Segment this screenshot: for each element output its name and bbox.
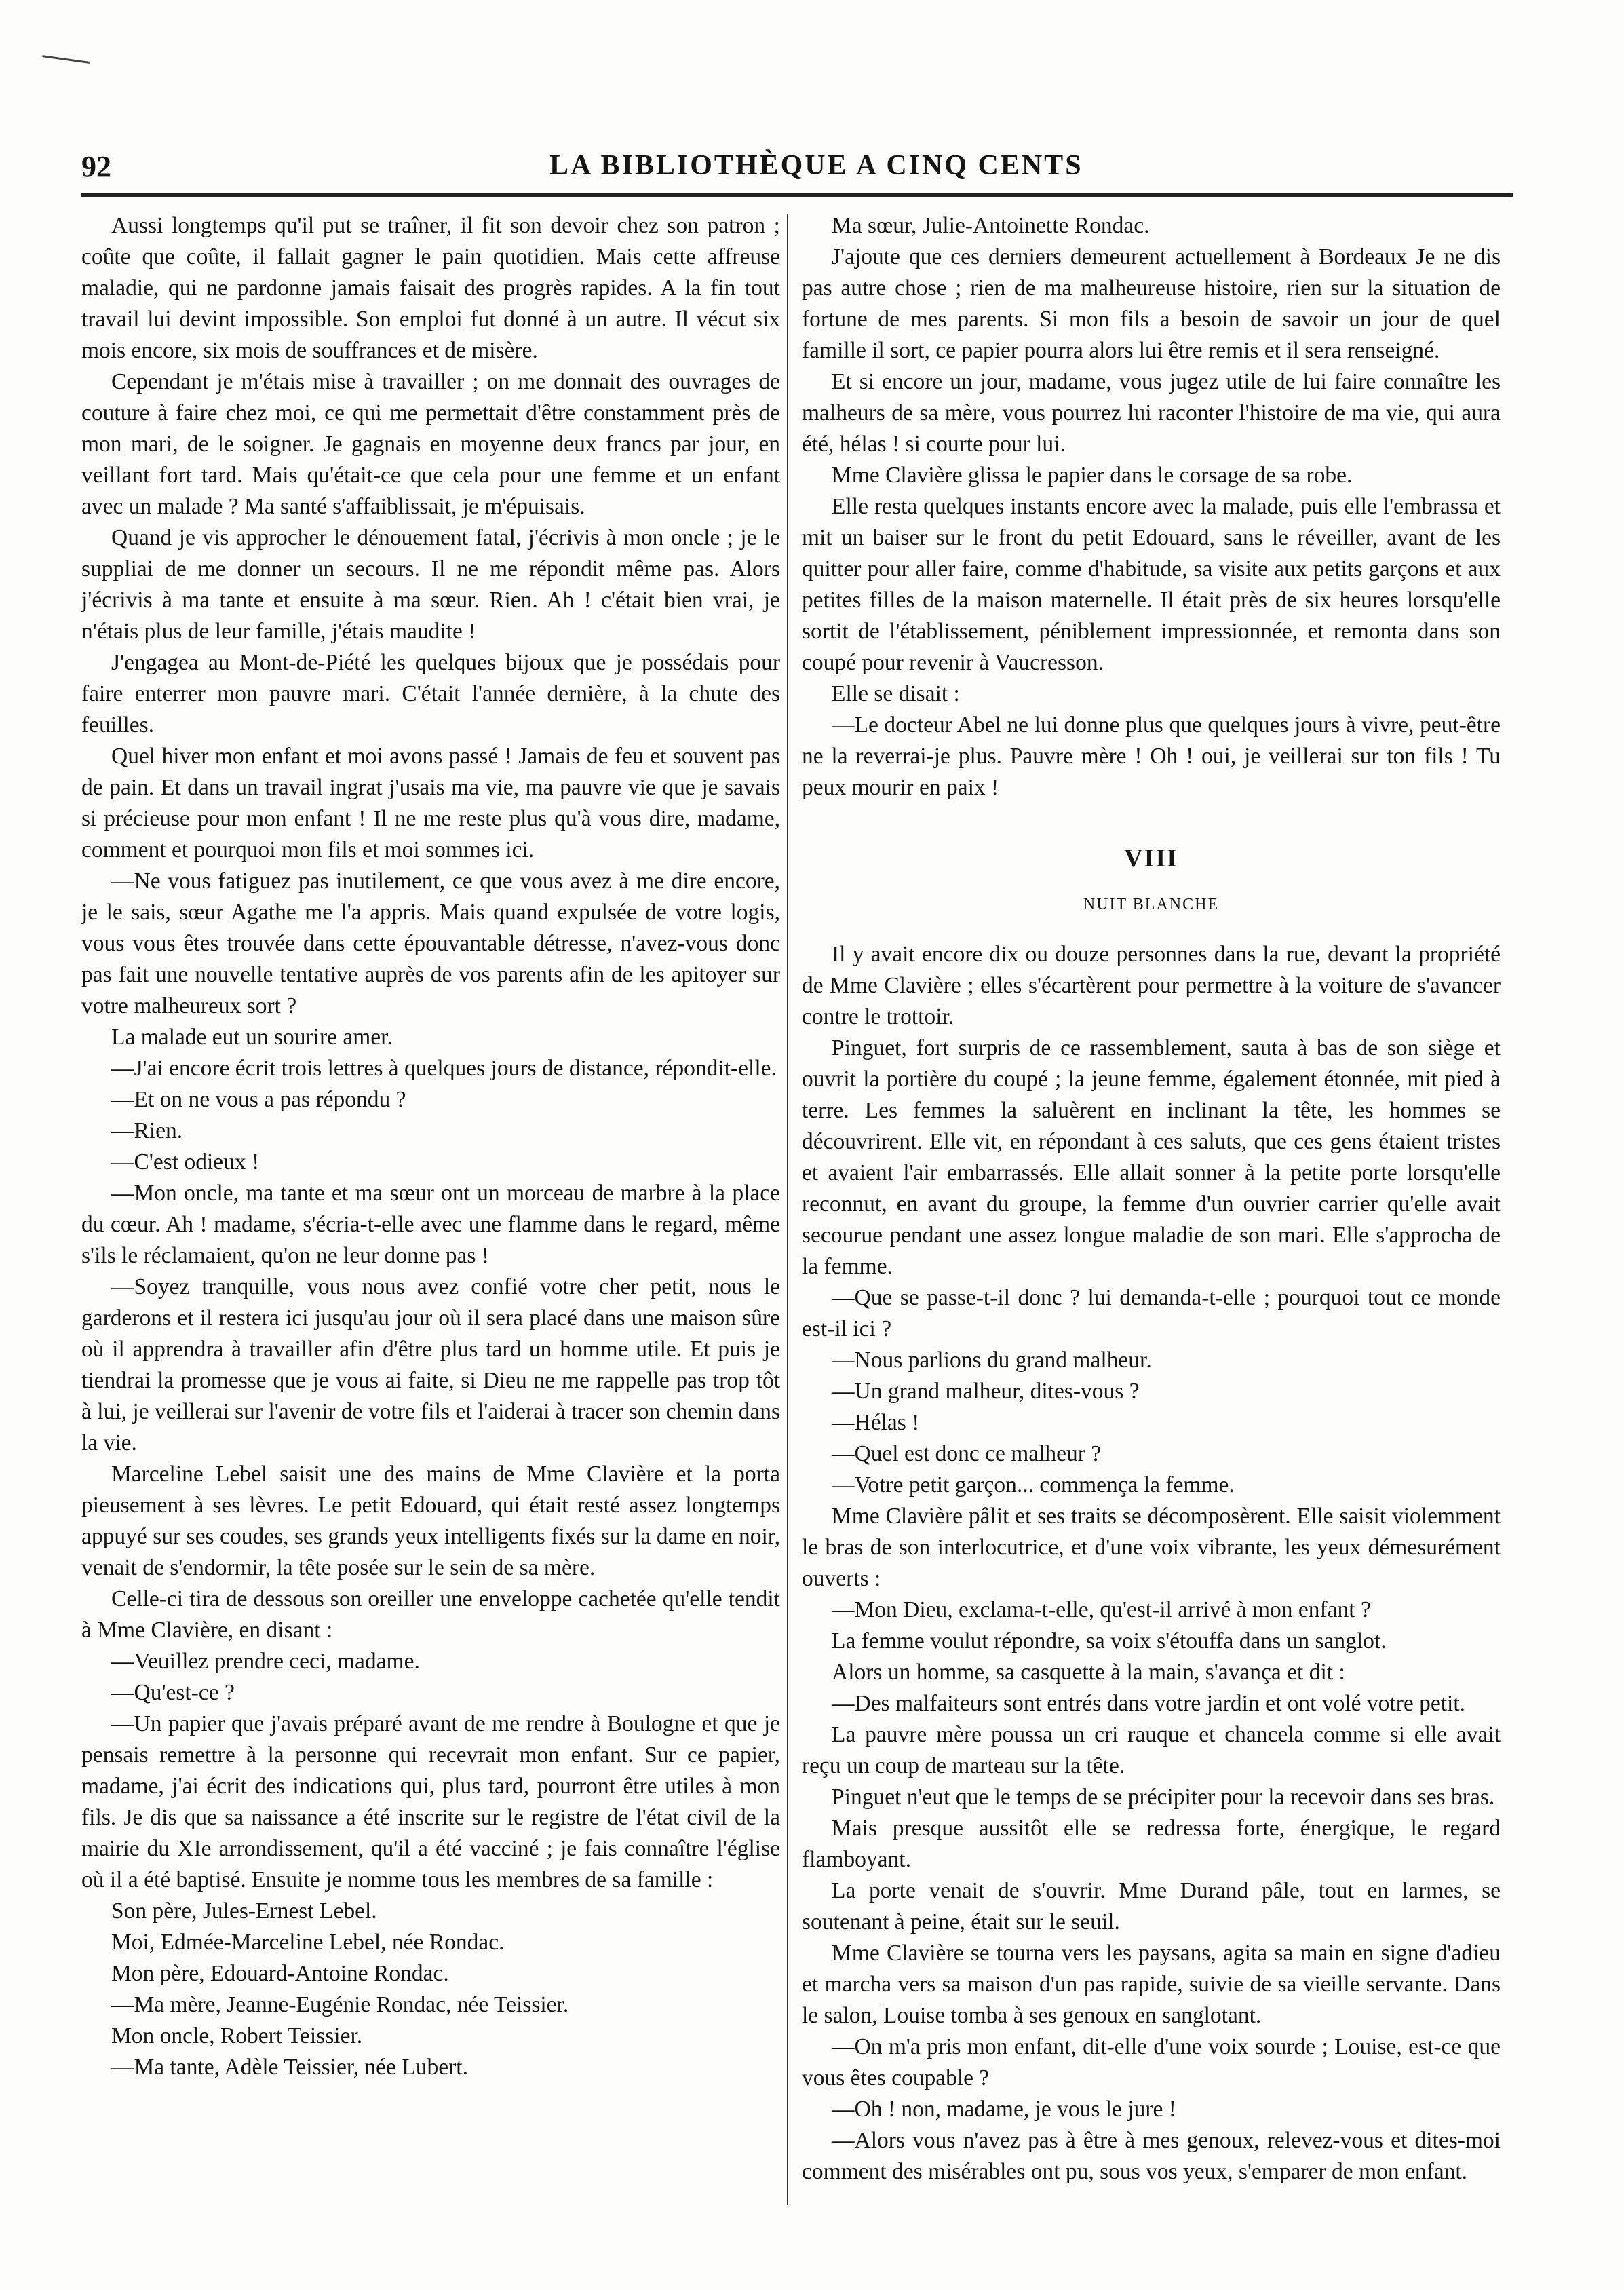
column-divider — [787, 214, 788, 2205]
paragraph: —Oh ! non, madame, je vous le jure ! — [832, 2097, 1176, 2122]
paragraph: —Et on ne vous a pas répondu ? — [111, 1087, 406, 1112]
paragraph: Moi, Edmée-Marceline Lebel, née Rondac. — [111, 1930, 505, 1955]
right-column-bottom — [802, 939, 1501, 2188]
paragraph: —Qu'est-ce ? — [111, 1680, 235, 1705]
paragraph: Mais presque aussitôt elle se redressa forte, énergique, le regard flamboyant. — [802, 1816, 1501, 1872]
paragraph: Quand je vis approcher le dénouement fatal, j'écrivis à mon oncle ; je le suppliai de me donner un secours. Il ne me répondit même pas. Alors j'écrivis à ma tante et ensuite à ma sœur. Rien. Ah ! c'était bien vrai, je n'étais plus de leur famille, j'étais maudite ! — [81, 525, 780, 644]
paragraph: La femme voulut répondre, sa voix s'étouffa dans un sanglot. — [832, 1628, 1387, 1654]
paragraph: —Des malfaiteurs sont entrés dans votre jardin et ont volé votre petit. — [832, 1691, 1466, 1716]
paragraph: —Que se passe-t-il donc ? lui demanda-t-elle ; pourquoi tout ce monde est-il ici ? — [802, 1285, 1501, 1341]
paragraph: —Alors vous n'avez pas à être à mes genoux, relevez-vous et dites-moi comment des misérables ont pu, sous vos yeux, s'emparer de mon enfant. — [802, 2128, 1501, 2184]
chapter-title: NUIT BLANCHE — [1083, 896, 1220, 913]
right-column — [802, 210, 1501, 2188]
paragraph: —Soyez tranquille, vous nous avez confié votre cher petit, nous le garderons et il restera ici jusqu'au jour où il sera placé dans une maison sûre où il apprendra à travailler afin d'être plus tard un homme utile. Et puis je tiendrai la promesse que je vous ai faite, si Dieu ne me rappelle pas trop tôt à lui, je veillerai sur l'avenir de votre fils et l'aiderai à tracer son chemin dans la vie. — [81, 1274, 780, 1455]
paragraph: Cependant je m'étais mise à travailler ; on me donnait des ouvrages de couture à faire chez moi, ce qui me permettait d'être constamment près de mon mari, de le soigner. Je gagnais en moyenne deux francs par jour, en veillant fort tard. Mais qu'était-ce que cela pour une femme et un enfant avec un malade ? Ma santé s'affaiblissait, je m'épuisais. — [81, 369, 780, 519]
paragraph: Alors un homme, sa casquette à la main, s'avança et dit : — [832, 1660, 1345, 1685]
paragraph: Mon père, Edouard-Antoine Rondac. — [111, 1961, 449, 1986]
paragraph: —Un papier que j'avais préparé avant de me rendre à Boulogne et que je pensais remettre à la personne qui recevrait mon enfant. Sur ce papier, madame, j'ai écrit des indications qui, plus tard, pourront être utiles à mon fils. Je dis que sa naissance a été inscrite sur le registre de l'état civil de la mairie du XIe arrondissement, qu'il a été vacciné ; je fais connaître l'église où il a été baptisé. Ensuite je nomme tous les membres de sa famille : — [81, 1711, 780, 1892]
paragraph: Mme Clavière se tourna vers les paysans, agita sa main en signe d'adieu et marcha vers sa maison d'un pas rapide, suivie de sa vieille servante. Dans le salon, Louise tomba à ses genoux en sanglotant. — [802, 1941, 1501, 2028]
paragraph: —Un grand malheur, dites-vous ? — [832, 1379, 1140, 1404]
paragraph: Ma sœur, Julie-Antoinette Rondac. — [832, 213, 1150, 238]
paragraph: Celle-ci tira de dessous son oreiller une enveloppe cachetée qu'elle tendit à Mme Clavière, en disant : — [81, 1586, 780, 1643]
paragraph: —Veuillez prendre ceci, madame. — [111, 1649, 420, 1674]
paragraph: Pinguet, fort surpris de ce rassemblement, sauta à bas de son siège et ouvrit la portière du coupé ; la jeune femme, également étonnée, mit pied à terre. Les femmes la saluèrent en inclinant la tête, les hommes se découvrirent. Elle vit, en répondant à ces saluts, que ces gens étaient tristes et avaient l'air embarrassés. Elle allait sonner à la petite porte lorsqu'elle reconnut, en avant du groupe, la femme d'un ouvrier carrier qu'elle avait secourue pendant une assez longue maladie de son mari. Elle s'approcha de la femme. — [802, 1035, 1501, 1279]
paragraph: —Hélas ! — [832, 1410, 920, 1435]
paragraph: Il y avait encore dix ou douze personnes dans la rue, devant la propriété de Mme Clavière ; elles s'écartèrent pour permettre à la voiture de s'avancer contre le trottoir. — [802, 942, 1501, 1029]
paragraph: —Ma mère, Jeanne-Eugénie Rondac, née Teissier. — [111, 1992, 569, 2017]
paragraph: —Quel est donc ce malheur ? — [832, 1441, 1102, 1466]
running-title: LA BIBLIOTHÈQUE A CINQ CENTS — [549, 150, 1083, 181]
paragraph: La porte venait de s'ouvrir. Mme Durand pâle, tout en larmes, se soutenant à peine, était sur le seuil. — [802, 1878, 1501, 1934]
paragraph: —Le docteur Abel ne lui donne plus que quelques jours à vivre, peut-être ne la reverrai-je plus. Pauvre mère ! Oh ! oui, je veillerai sur ton fils ! Tu peux mourir en paix ! — [802, 712, 1501, 800]
paragraph: J'engagea au Mont-de-Piété les quelques bijoux que je possédais pour faire enterrer mon pauvre mari. C'était l'année dernière, à la chute des feuilles. — [81, 650, 780, 738]
paragraph: Aussi longtemps qu'il put se traîner, il fit son devoir chez son patron ; coûte que coûte, il fallait gagner le pain quotidien. Mais cette affreuse maladie, qui ne pardonne jamais faisait des progrès rapides. A la fin tout travail lui devint impossible. Son emploi fut donné à un autre. Il vécut six mois encore, six mois de souffrances et de misère. — [81, 213, 780, 363]
paragraph: —Mon Dieu, exclama-t-elle, qu'est-il arrivé à mon enfant ? — [832, 1597, 1371, 1622]
paragraph: La pauvre mère poussa un cri rauque et chancela comme si elle avait reçu un coup de marteau sur la tête. — [802, 1722, 1501, 1778]
paragraph: —On m'a pris mon enfant, dit-elle d'une voix sourde ; Louise, est-ce que vous êtes coupable ? — [802, 2034, 1501, 2091]
paragraph: Et si encore un jour, madame, vous jugez utile de lui faire connaître les malheurs de sa mère, vous pourrez lui raconter l'histoire de ma vie, qui aura été, hélas ! si courte pour lui. — [802, 369, 1501, 457]
paragraph: —Rien. — [111, 1118, 183, 1143]
paragraph: —C'est odieux ! — [111, 1149, 260, 1175]
paragraph: Marceline Lebel saisit une des mains de Mme Clavière et la porta pieusement à ses lèvres. Le petit Edouard, qui était resté assez longtemps appuyé sur ses coudes, ses grands yeux intelligents fixés sur la dame en noir, venait de s'endormir, la tête posée sur le sein de sa mère. — [81, 1462, 780, 1580]
paragraph: —Ne vous fatiguez pas inutilement, ce que vous avez à me dire encore, je le sais, sœur Agathe me l'a appris. Mais quand expulsée de votre logis, vous vous êtes trouvée dans cette épouvantable détresse, n'avez-vous donc pas fait une nouvelle tentative auprès de vos parents afin de les apitoyer sur votre malheureux sort ? — [81, 869, 780, 1018]
paragraph: J'ajoute que ces derniers demeurent actuellement à Bordeaux Je ne dis pas autre chose ; rien de ma malheureuse histoire, rien sur la situation de fortune de mes parents. Si mon fils a besoin de savoir un jour de quel famille il sort, ce papier pourra alors lui être remis et il sera renseigné. — [802, 244, 1501, 363]
paragraph: Elle se disait : — [832, 681, 960, 706]
paragraph: —Mon oncle, ma tante et ma sœur ont un morceau de marbre à la place du cœur. Ah ! madame, s'écria-t-elle avec une flamme dans le regard, même s'ils le réclamaient, qu'on ne leur donne pas ! — [81, 1181, 780, 1268]
paragraph: Quel hiver mon enfant et moi avons passé ! Jamais de feu et souvent pas de pain. Et dans un travail ingrat j'usais ma vie, ma pauvre vie que je savais si précieuse pour mon enfant ! Il ne me reste plus qu'à vous dire, madame, comment et pourquoi mon fils et moi sommes ici. — [81, 744, 780, 862]
paragraph: —Votre petit garçon... commença la femme. — [832, 1472, 1235, 1497]
paragraph: —Nous parlions du grand malheur. — [832, 1348, 1152, 1373]
paragraph: Pinguet n'eut que le temps de se précipiter pour la recevoir dans ses bras. — [832, 1785, 1495, 1810]
paragraph: Mon oncle, Robert Teissier. — [111, 2023, 363, 2048]
paragraph: La malade eut un sourire amer. — [111, 1025, 393, 1050]
page-number: 92 — [81, 150, 111, 183]
paragraph: Elle resta quelques instants encore avec la malade, puis elle l'embrassa et mit un baiser sur le front du petit Edouard, sans le réveiller, avant de les quitter pour aller faire, comme d'habitude, sa visite aux petits garçons et aux petites filles de la maison maternelle. Il était près de six heures lorsqu'elle sortit de l'établissement, péniblement impressionnée, et remonta dans son coupé pour revenir à Vaucresson. — [802, 494, 1501, 675]
paragraph: Mme Clavière pâlit et ses traits se décomposèrent. Elle saisit violemment le bras de son interlocutrice, et d'une voix vibrante, les yeux démesurément ouverts : — [802, 1504, 1501, 1591]
paragraph: Mme Clavière glissa le papier dans le corsage de sa robe. — [832, 463, 1353, 488]
chapter-number: VIII — [1124, 844, 1178, 873]
paragraph: —Ma tante, Adèle Teissier, née Lubert. — [111, 2055, 468, 2080]
left-column — [81, 210, 780, 2083]
scan-mark — [42, 55, 90, 66]
header-rule — [81, 193, 1513, 197]
paragraph: Son père, Jules-Ernest Lebel. — [111, 1898, 377, 1924]
page-header — [81, 149, 1513, 187]
paragraph: —J'ai encore écrit trois lettres à quelques jours de distance, répondit-elle. — [111, 1056, 777, 1081]
right-column-top — [802, 210, 1501, 803]
